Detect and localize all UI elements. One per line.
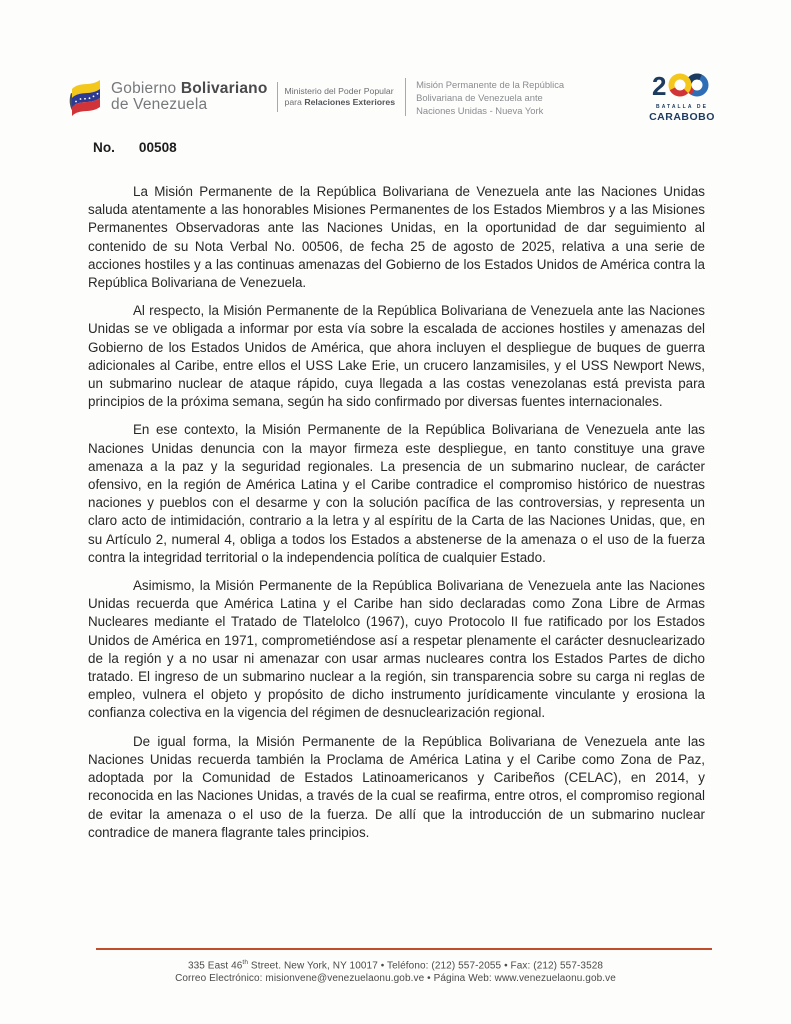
footer-rule — [96, 948, 712, 950]
mission-block — [416, 78, 564, 117]
body-paragraph-3: En ese contexto, la Misión Permanente de la República Bolivariana de Venezuela ante las Naciones Unidas denuncia con la mayor firmeza este despliegue, en tanto constituye una grave amenaza a la paz y la seguridad regionales. La presencia de un submarino nuclear, de carácter ofensivo, en la región de América Latina y el Caribe contradice el compromiso histórico de nuestras naciones y pueblos con el desarme y con la solución pacífica de las controversias, y representa un claro acto de intimidación, contrario a la letra y al espíritu de la Carta de las Naciones Unidas, que, en su Artículo 2, numeral 4, obliga a todos los Estados a abstenerse de la amenaza o el uso de la fuerza contra la integridad territorial o la independencia política de cualquier Estado. — [88, 422, 705, 565]
mission-line3: Naciones Unidas - Nueva York — [416, 104, 544, 116]
note-number-value: 00508 — [138, 140, 177, 155]
mission-line2: Bolivariana de Venezuela ante — [416, 91, 543, 103]
ministry-line1: Ministerio del Poder Popular — [284, 85, 394, 96]
ministry-block — [285, 86, 396, 109]
letterhead — [68, 72, 715, 123]
letterhead-divider — [405, 78, 406, 116]
body-paragraph-1: La Misión Permanente de la República Bolivariana de Venezuela ante las Naciones Unidas saluda atentamente a las honorables Misiones Permanentes de los Estados Miembros y a las Misiones Permanentes Observadoras ante las Naciones Unidas, en la oportunidad de dar seguimiento al contenido de su Nota Verbal No. 00506, de fecha 25 de agosto de 2025, relativa a una serie de acciones hostiles y a las continuas amenazas del Gobierno de los Estados Unidos de América contra la República Bolivariana de Venezuela. — [88, 184, 705, 291]
batalla-de-label: BATALLA DE — [655, 104, 708, 110]
footer-address: 335 East 46th Street. New York, NY 10017 • Teléfono: (212) 557-2055 • Fax: (212) 557-3528 — [187, 959, 604, 972]
note-number — [93, 140, 177, 155]
letterhead-divider — [277, 82, 278, 112]
body-paragraph-5: De igual forma, la Misión Permanente de la República Bolivariana de Venezuela ante las Naciones Unidas recuerda también la Proclama de América Latina y el Caribe como Zona de Paz, adoptada por la Comunidad de Estados Latinoamericanos y Caribeños (CELAC), en 2014, y reconocida en las Naciones Unidas, a través de la cual se reafirma, entre otros, el compromiso regional de evitar la amenaza o el uso de la fuerza. De allí que la introducción de un submarino nuclear contradice de manera flagrante tales principios. — [88, 733, 705, 840]
note-number-label: No. — [93, 140, 115, 155]
carabobo-200-logo — [649, 72, 715, 123]
mission-line1: Misión Permanente de la República — [416, 78, 565, 90]
note-body — [88, 183, 705, 852]
ministry-line2: para Relaciones Exteriores — [284, 97, 396, 108]
body-paragraph-2: Al respecto, la Misión Permanente de la República Bolivariana de Venezuela ante las Naciones Unidas se ve obligada a informar por esta vía sobre la escalada de acciones hostiles y amenazas del Gobierno de los Estados Unidos de América, que ahora incluyen el despliegue de buques de guerra adicionales al Caribe, entre ellos el USS Lake Erie, un crucero lanzamisiles, y el USS Newport News, un submarino nuclear de ataque rápido, cuya llegada a las costas venezolanas está prevista para principios de la próxima semana, según ha sido confirmado por diversas fuentes internacionales. — [88, 303, 705, 410]
government-line2: de Venezuela — [111, 96, 208, 114]
carabobo-200-mark — [652, 72, 712, 99]
carabobo-label: CARABOBO — [649, 110, 715, 123]
body-paragraph-4: Asimismo, la Misión Permanente de la República Bolivariana de Venezuela ante las Naciones Unidas recuerda que América Latina y el Caribe han sido declaradas como Zona Libre de Armas Nucleares mediante el Tratado de Tlatelolco (1967), cuyo Protocolo II fue ratificado por los Estados Unidos de América en 1971, comprometiéndose así a respetar plenamente el carácter desnuclearizado de la región y a no usar ni amenazar con usar armas nucleares contra los Estados Partes de dicho tratado. El ingreso de un submarino nuclear a la región, sin transparencia sobre su carga ni reglas de empleo, vulnera el objeto y propósito de dicho instrumento jurídicamente vinculante y erosiona la confianza colectiva en la vigencia del régimen de desnuclearización regional. — [88, 578, 705, 721]
svg-text:2: 2 — [652, 72, 667, 99]
footer-contact: Correo Electrónico: misionvene@venezuelaonu.gob.ve • Página Web: www.venezuelaonu.gob.ve — [175, 973, 616, 984]
government-line1: Gobierno Bolivariano — [111, 79, 268, 97]
government-wordmark — [111, 81, 268, 114]
venezuela-flag-icon — [68, 77, 102, 117]
